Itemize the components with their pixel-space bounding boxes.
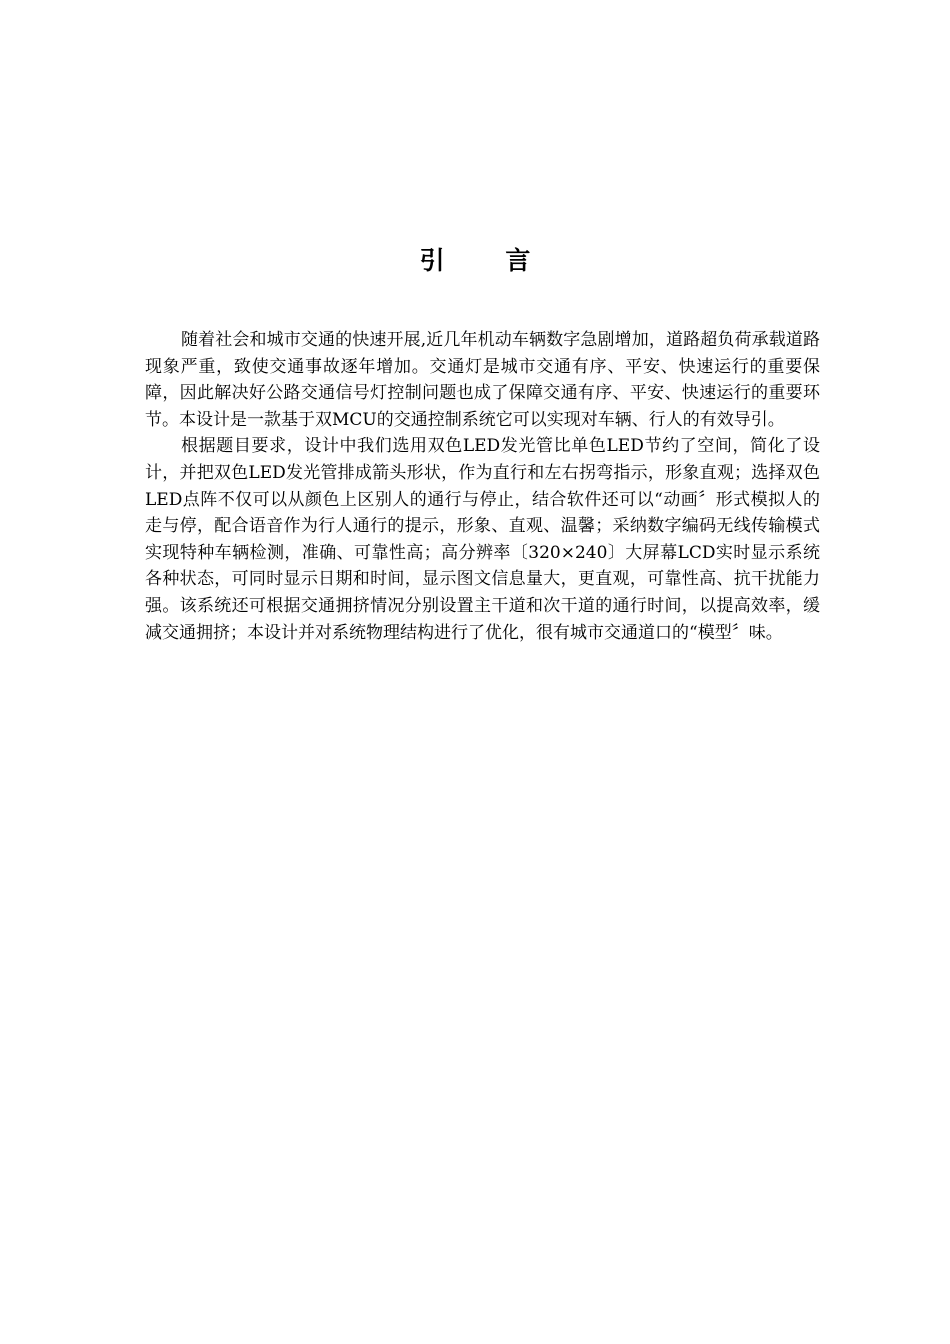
page-title: 引 言 [419, 246, 557, 275]
body-text [145, 327, 820, 646]
paragraph-1: 随着社会和城市交通的快速开展,近几年机动车辆数字急剧增加，道路超负荷承载道路现象严重，致使交通事故逐年增加。交通灯是城市交通有序、平安、快速运行的重要保障，因此解决好公路交通信号灯控制问题也成了保障交通有序、平安、快速运行的重要环节。本设计是一款基于双MCU的交通控制系统它可以实现对车辆、行人的有效导引。 [145, 330, 820, 430]
paragraph-2: 根据题目要求，设计中我们选用双色LED发光管比单色LED节约了空间，简化了设计，并把双色LED发光管排成箭头形状，作为直行和左右拐弯指示，形象直观；选择双色LED点阵不仅可以从颜色上区别人的通行与停止，结合软件还可以“动画〞形式模拟人的走与停，配合语音作为行人通行的提示，形象、直观、温馨；采纳数字编码无线传输模式实现特种车辆检测，准确、可靠性高；高分辨率〔320×240〕大屏幕LCD实时显示系统各种状态，可同时显示日期和时间，显示图文信息量大，更直观，可靠性高、抗干扰能力强。该系统还可根据交通拥挤情况分别设置主干道和次干道的通行时间，以提高效率，缓减交通拥挤；本设计并对系统物理结构进行了优化，很有城市交通道口的“模型〞味。 [145, 436, 820, 643]
